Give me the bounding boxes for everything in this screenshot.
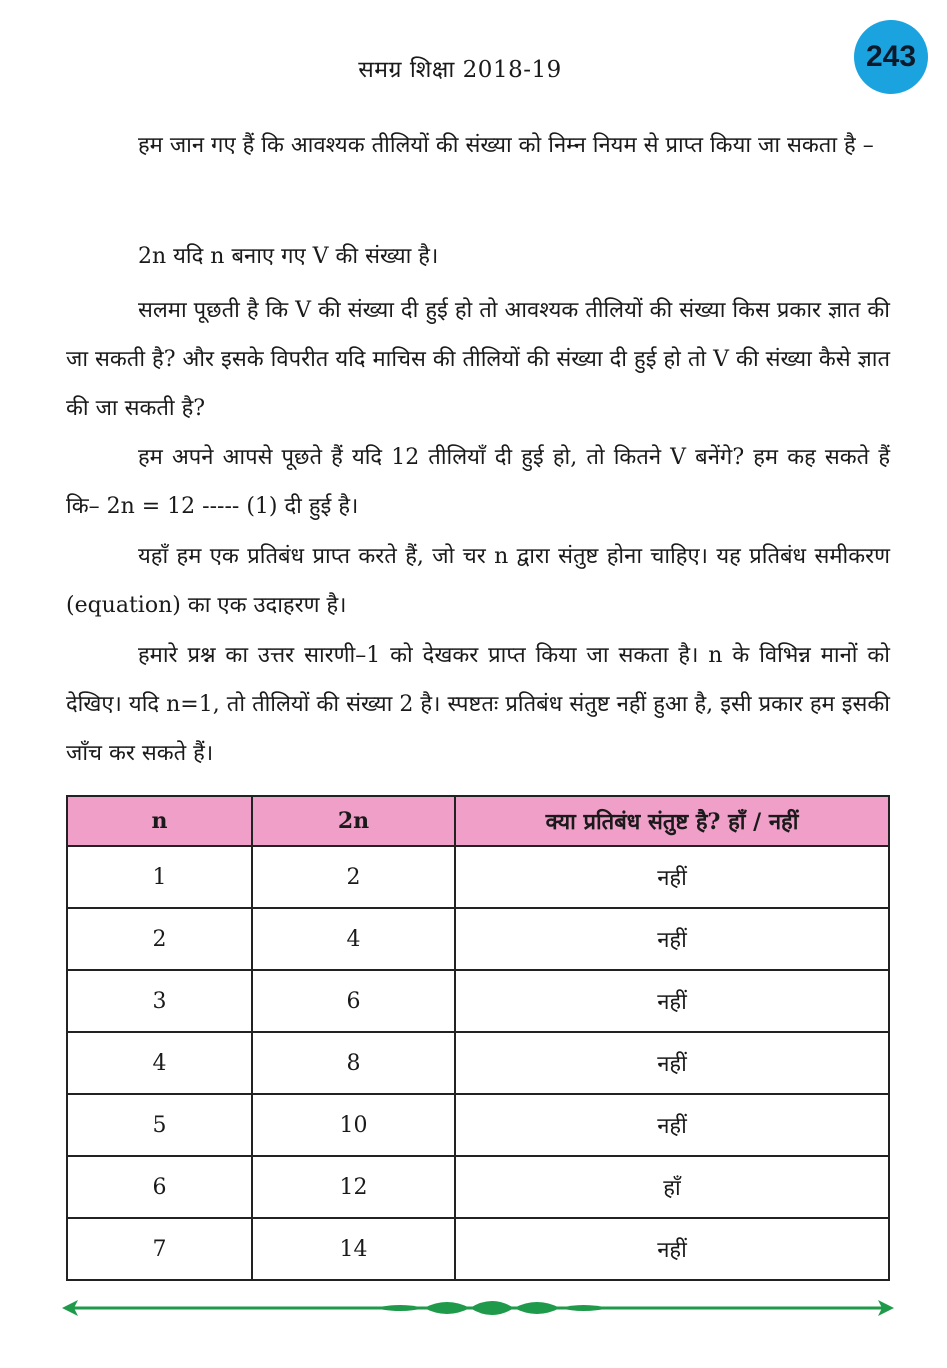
page-header-title: समग्र शिक्षा 2018-19 bbox=[358, 57, 562, 83]
table-cell-2n: 2 bbox=[252, 846, 455, 908]
table-cell-n: 2 bbox=[67, 908, 252, 970]
paragraph-table-intro: हमारे प्रश्न का उत्तर सारणी–1 को देखकर प्राप्त किया जा सकता है। n के विभिन्न मानों को देखिए। यदि n=1, तो तीलियों की संख्या 2 है। स्पष्टतः प्रतिबंध संतुष्ट नहीं हुआ है, इसी प्रकार हम इसकी जाँच कर सकते हैं। bbox=[66, 643, 890, 766]
formula-line: 2n यदि n बनाए गए V की संख्या है। bbox=[138, 244, 439, 269]
table-cell-n: 4 bbox=[67, 1032, 252, 1094]
table-cell-answer: नहीं bbox=[455, 1218, 889, 1280]
table-cell-n: 1 bbox=[67, 846, 252, 908]
table-cell-n: 5 bbox=[67, 1094, 252, 1156]
table-cell-answer: नहीं bbox=[455, 1094, 889, 1156]
paragraph-equation: यहाँ हम एक प्रतिबंध प्राप्त करते हैं, जो चर n द्वारा संतुष्ट होना चाहिए। यह प्रतिबंध समीकरण (equation) का एक उदाहरण है। bbox=[66, 544, 890, 618]
table-row bbox=[67, 1032, 889, 1094]
table-cell-2n: 10 bbox=[252, 1094, 455, 1156]
table-row bbox=[67, 908, 889, 970]
page-number-badge: 243 bbox=[854, 20, 928, 94]
table-header-2n: 2n bbox=[252, 796, 455, 846]
table-header-condition: क्या प्रतिबंध संतुष्ट है? हाँ / नहीं bbox=[455, 796, 889, 846]
paragraph-question: सलमा पूछती है कि V की संख्या दी हुई हो तो आवश्यक तीलियों की संख्या किस प्रकार ज्ञात की जा सकती है? और इसके विपरीत यदि माचिस की तीलियों की संख्या दी हुई हो तो V की संख्या कैसे ज्ञात की जा सकती है? bbox=[66, 298, 890, 421]
table-cell-2n: 14 bbox=[252, 1218, 455, 1280]
table-cell-answer: नहीं bbox=[455, 970, 889, 1032]
table-row bbox=[67, 970, 889, 1032]
matchstick-table bbox=[66, 795, 890, 1281]
table-row bbox=[67, 1218, 889, 1280]
table-cell-2n: 6 bbox=[252, 970, 455, 1032]
table-header-row bbox=[67, 796, 889, 846]
table-cell-n: 7 bbox=[67, 1218, 252, 1280]
table-header-n: n bbox=[67, 796, 252, 846]
table-cell-answer: हाँ bbox=[455, 1156, 889, 1218]
table-cell-answer: नहीं bbox=[455, 846, 889, 908]
table-cell-2n: 12 bbox=[252, 1156, 455, 1218]
paragraph-intro: हम जान गए हैं कि आवश्यक तीलियों की संख्या को निम्न नियम से प्राप्त किया जा सकता है – bbox=[138, 133, 874, 158]
table-cell-answer: नहीं bbox=[455, 908, 889, 970]
table-row bbox=[67, 846, 889, 908]
table-cell-2n: 4 bbox=[252, 908, 455, 970]
table-row bbox=[67, 1094, 889, 1156]
decorative-divider bbox=[62, 1292, 894, 1324]
table-cell-n: 3 bbox=[67, 970, 252, 1032]
table-cell-2n: 8 bbox=[252, 1032, 455, 1094]
table-cell-n: 6 bbox=[67, 1156, 252, 1218]
table-row bbox=[67, 1156, 889, 1218]
table-cell-answer: नहीं bbox=[455, 1032, 889, 1094]
paragraph-example: हम अपने आपसे पूछते हैं यदि 12 तीलियाँ दी हुई हो, तो कितने V बनेंगे? हम कह सकते हैं कि– 2n = 12 ----- (1) दी हुई है। bbox=[66, 445, 890, 519]
